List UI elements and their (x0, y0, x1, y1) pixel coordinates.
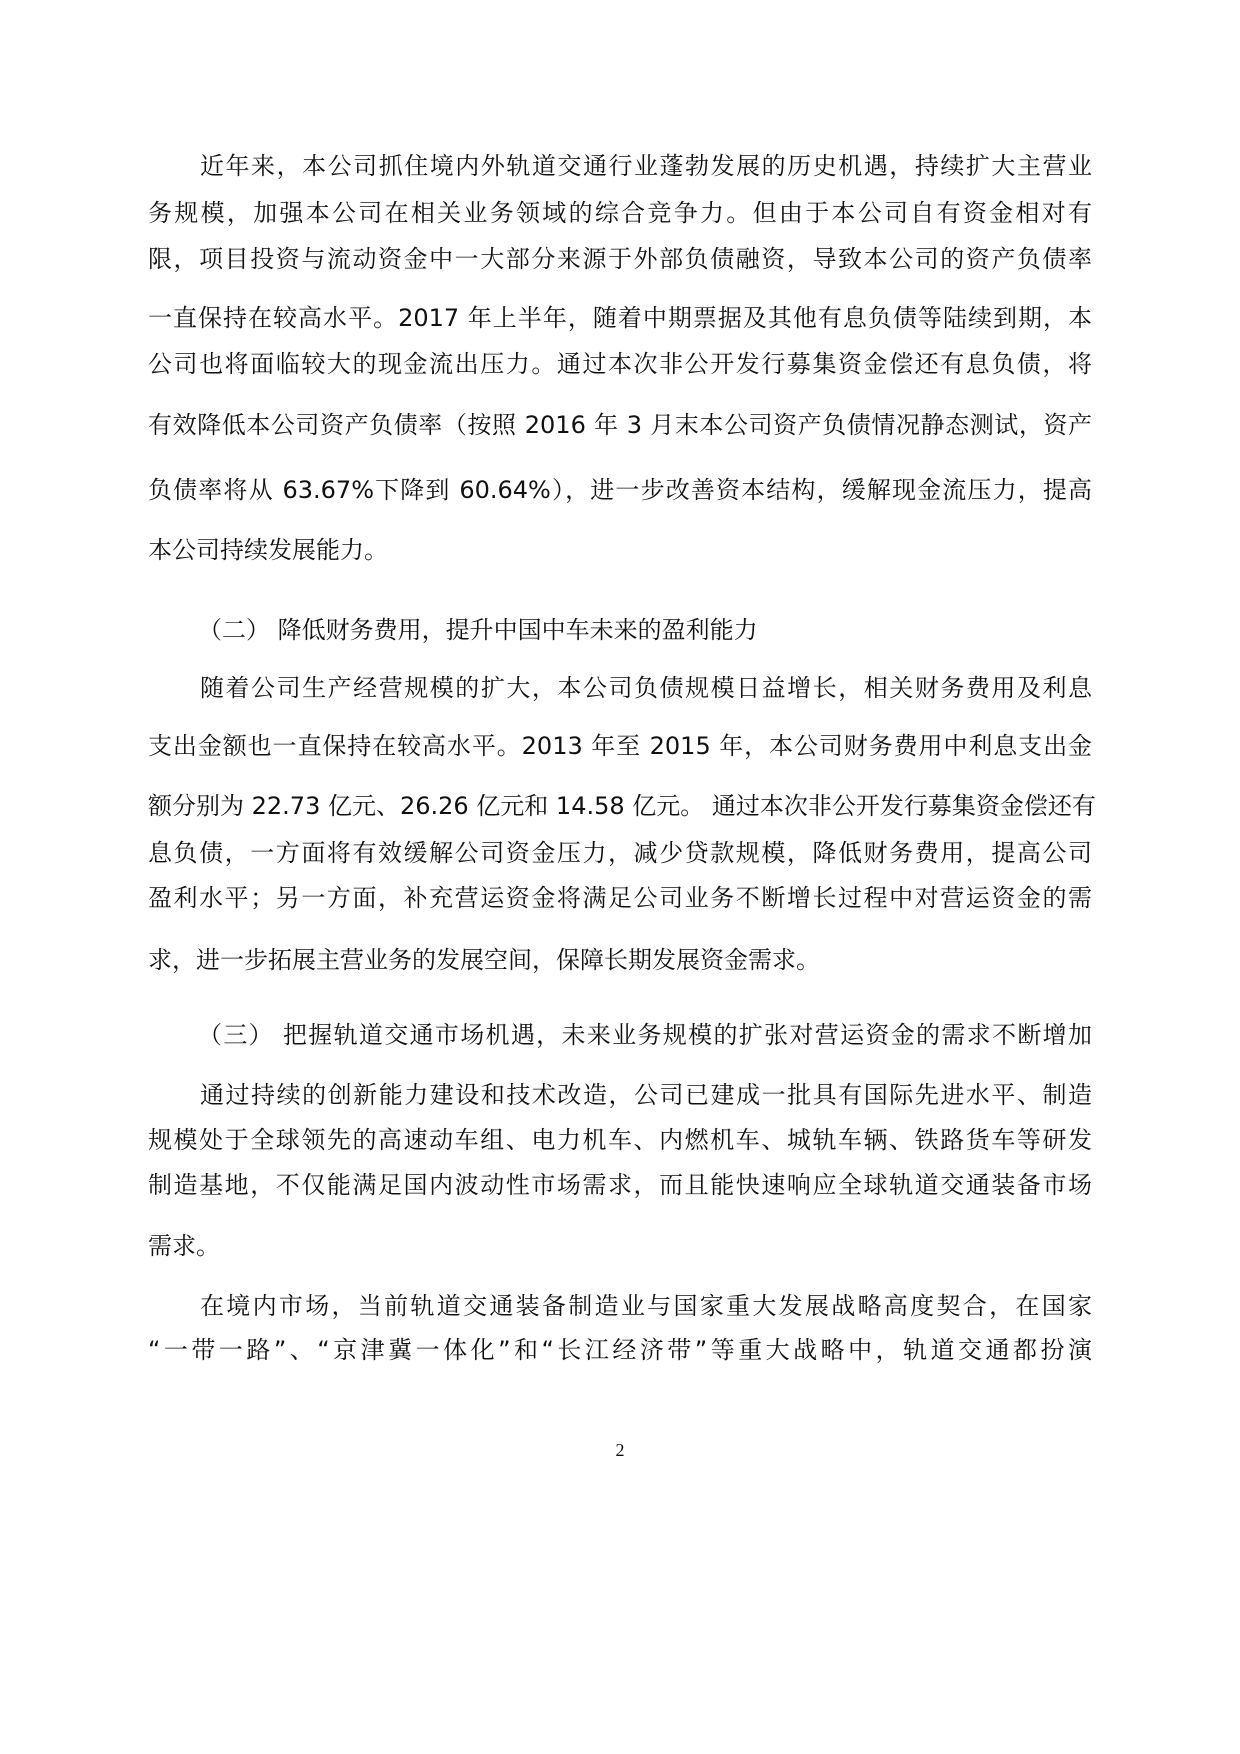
paragraph-3-line-3: 制造基地，不仅能满足国内波动性市场需求，而且能快速响应全球轨道交通装备市场 (148, 1171, 1092, 1199)
paragraph-4-line-1: 在境内市场，当前轨道交通装备制造业与国家重大发展战略高度契合，在国家 (200, 1292, 1092, 1320)
paragraph-3-line-4: 需求。 (148, 1232, 220, 1260)
section-heading-3: （三） 把握轨道交通市场机遇，未来业务规模的扩张对营运资金的需求不断增加 (198, 1021, 1092, 1049)
paragraph-1-line-8: 本公司持续发展能力。 (148, 536, 388, 564)
paragraph-2-line-6: 求，进一步拓展主营业务的发展空间，保障长期发展资金需求。 (148, 946, 820, 974)
paragraph-1-line-5: 公司也将面临较大的现金流出压力。通过本次非公开发行募集资金偿还有息负债，将 (148, 350, 1092, 378)
paragraph-2-line-4: 息负债，一方面将有效缓解公司资金压力，减少贷款规模，降低财务费用，提高公司 (148, 839, 1092, 867)
paragraph-1-line-6: 有效降低本公司资产负债率（按照 2016 年 3 月末本公司资产负债情况静态测试，资产 (148, 411, 1092, 439)
paragraph-3-line-2: 规模处于全球领先的高速动车组、电力机车、内燃机车、城轨车辆、铁路货车等研发 (148, 1126, 1092, 1154)
paragraph-2-line-2: 支出金额也一直保持在较高水平。2013 年至 2015 年，本公司财务费用中利息支出金 (148, 732, 1092, 760)
paragraph-2-line-1: 随着公司生产经营规模的扩大，本公司负债规模日益增长，相关财务费用及利息 (200, 674, 1092, 702)
paragraph-2-line-5: 盈利水平；另一方面，补充营运资金将满足公司业务不断增长过程中对营运资金的需 (148, 884, 1092, 912)
section-heading-2: （二） 降低财务费用，提升中国中车未来的盈利能力 (198, 616, 758, 644)
paragraph-4-line-2: “一带一路”、“京津冀一体化”和“长江经济带”等重大战略中，轨道交通都扮演 (148, 1336, 1092, 1364)
page-number: 2 (615, 1440, 625, 1460)
paragraph-1-line-7: 负债率将从 63.67%下降到 60.64%），进一步改善资本结构，缓解现金流压力，提高 (148, 476, 1092, 504)
paragraph-1-line-4: 一直保持在较高水平。2017 年上半年，随着中期票据及其他有息负债等陆续到期，本 (148, 304, 1092, 332)
paragraph-2-line-3: 额分别为 22.73 亿元、26.26 亿元和 14.58 亿元。 通过本次非公开发行募集资金偿还有 (148, 792, 1096, 820)
paragraph-3-line-1: 通过持续的创新能力建设和技术改造，公司已建成一批具有国际先进水平、制造 (200, 1081, 1092, 1109)
paragraph-1-line-2: 务规模，加强本公司在相关业务领域的综合竞争力。但由于本公司自有资金相对有 (148, 199, 1092, 227)
paragraph-1-line-1: 近年来，本公司抓住境内外轨道交通行业蓬勃发展的历史机遇，持续扩大主营业 (200, 152, 1092, 180)
paragraph-1-line-3: 限，项目投资与流动资金中一大部分来源于外部负债融资，导致本公司的资产负债率 (148, 245, 1092, 273)
